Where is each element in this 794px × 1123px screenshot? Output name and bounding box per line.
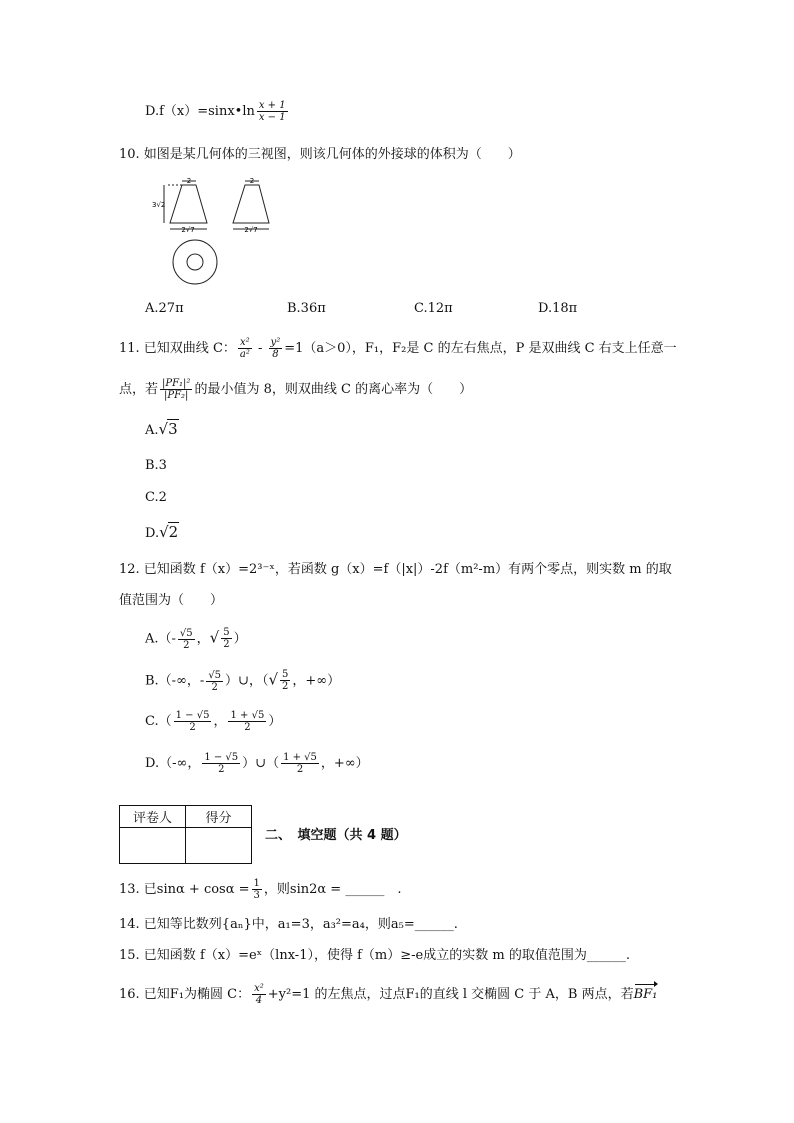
q12d-post: ，+∞） [320, 756, 369, 771]
q12d-d1: 2 [218, 764, 225, 775]
q12c-d1: 2 [189, 722, 196, 733]
q11-option-a-label: A. [145, 423, 159, 438]
q11-l2b: 的最小值为 8，则双曲线 C 的离心率为（ ） [194, 382, 473, 397]
q10-option-c: C.12π [414, 301, 453, 316]
q12a-d1: 2 [183, 639, 190, 651]
q13-frac [252, 878, 262, 901]
q11-frac3 [160, 378, 192, 401]
q11-l1b: =1（a＞0），F₁，F₂是 C 的左右焦点，P 是双曲线 C 右支上任意一 [284, 341, 677, 356]
q11-option-b: B.3 [145, 458, 167, 473]
q12d-frac1 [202, 752, 240, 775]
q12c-n2: 1 + √5 [230, 710, 265, 721]
q12c-d2: 2 [244, 722, 251, 733]
q11-frac2 [269, 337, 283, 360]
q11-option-d-rad: 2 [168, 523, 179, 541]
q12b-n1: √5 [208, 669, 222, 681]
q11-line2 [119, 378, 472, 401]
score-table-cell1[interactable] [120, 828, 186, 864]
q11-frac1 [238, 337, 252, 360]
q12b-pre: B.（-∞，- [145, 673, 205, 689]
q11-f2-num: y² [270, 337, 281, 348]
q16 [119, 983, 657, 1006]
q12b-frac1 [206, 670, 223, 693]
q10-stem: 10. 如图是某几何体的三视图，则该几何体的外接球的体积为（ ） [119, 147, 521, 162]
q12c-mid: ， [213, 714, 227, 729]
q16-vector: BF₁ [633, 987, 658, 1002]
section-2-heading: 二、 填空题（共 4 题） [265, 828, 407, 843]
q12d-pre: D.（-∞， [145, 756, 201, 771]
q11-f3-num: |PF₁|² [162, 378, 191, 389]
q10-option-b: B.36π [287, 301, 326, 316]
q12a-mid: ， [196, 631, 210, 647]
q16-frac [252, 983, 266, 1006]
q11-l1a: 11. 已知双曲线 C： [119, 341, 236, 356]
q9d-prefix: D.f（x）=sinx•ln [145, 104, 255, 119]
q12c-pre: C.（ [145, 714, 172, 729]
q11-option-a-rad: 3 [168, 420, 178, 438]
q13 [119, 878, 401, 901]
q12b-sqrt: √ $\frac{5}{2}$ [268, 669, 289, 692]
side-bottom-label: 2√7 [244, 226, 258, 234]
q11-line1 [119, 337, 677, 360]
q12b-frac2 [280, 669, 290, 692]
side-top-label: 2 [249, 177, 255, 185]
q12b-post: ，+∞） [292, 673, 341, 689]
side-view [233, 181, 269, 229]
front-view [164, 181, 207, 229]
q12d-frac2 [281, 752, 319, 775]
q12c-post: ） [268, 714, 282, 729]
q12a-n1: √5 [179, 627, 193, 639]
q11-option-a [145, 420, 179, 440]
q15: 15. 已知函数 f（x）=eˣ（lnx-1），使得 f（m）≥-e成立的实数 m 的取值范围为______. [119, 948, 630, 963]
q12-option-d [145, 752, 369, 775]
q12-option-c [145, 710, 281, 733]
q11-option-d-sqrt: √2 [159, 523, 179, 541]
q13-den: 3 [253, 890, 260, 901]
score-table-col1: 评卷人 [120, 806, 186, 828]
q9-option-d [145, 100, 290, 123]
q12b-d2: 2 [282, 681, 289, 692]
q12c-frac1 [174, 710, 212, 733]
q12d-d2: 2 [296, 764, 304, 775]
q11-option-c: C.2 [145, 490, 167, 505]
q16-post: +y²=1 的左焦点，过点F₁的直线 l 交椭圆 C 于 A，B 两点，若 [267, 987, 634, 1002]
q12a-frac1 [178, 628, 195, 651]
q16-num: x² [254, 983, 264, 994]
q9d-den: x − 1 [258, 112, 286, 123]
q12-line1: 12. 已知函数 f（x）=2³⁻ˣ，若函数 g（x）=f（|x|）-2f（m²-m）有两个零点，则实数 m 的取 [119, 562, 672, 577]
score-table [119, 805, 252, 864]
q12a-post: ） [233, 631, 247, 647]
q12d-n2: 1 + √5 [283, 752, 317, 763]
three-view-figure [150, 175, 290, 290]
q9d-num: x + 1 [258, 100, 286, 111]
q11-dash: - [253, 341, 267, 356]
q12d-n1: 1 − √5 [204, 752, 239, 763]
score-table-cell2[interactable] [186, 828, 252, 864]
q12a-n2: 5 [223, 627, 230, 638]
q12a-sqrt: √ $\frac{5}{2}$ [209, 627, 230, 650]
q12a-frac2 [221, 627, 231, 650]
q12d-mid: ）∪（ [242, 756, 280, 771]
q11-option-d [145, 523, 179, 543]
q12-option-a [145, 627, 247, 651]
q11-f1-num: x² [238, 337, 252, 349]
front-top-label: 2 [186, 177, 192, 185]
q11-f2-den: 8 [272, 349, 279, 360]
q16-den: 4 [255, 995, 263, 1006]
q9d-fraction [257, 100, 288, 123]
q12-line2: 值范围为（ ） [119, 593, 224, 608]
q10-option-d: D.18π [538, 301, 578, 316]
q11-option-d-label: D. [145, 526, 160, 541]
q12b-mid: ）∪，（ [225, 673, 269, 689]
q12b-n2: 5 [282, 669, 289, 680]
top-view [173, 240, 217, 284]
q11-f3-den: |PF₂| [164, 390, 189, 401]
q11-option-a-sqrt: √3 [158, 420, 178, 438]
q12b-d1: 2 [211, 681, 218, 693]
q13-pre: 13. 已sinα + cosα = [119, 882, 250, 897]
score-table-col2: 得分 [186, 806, 252, 828]
q10-option-a: A.27π [145, 301, 184, 316]
q13-post: ，则sin2α = ______ . [263, 882, 402, 897]
q12-option-b [145, 669, 340, 693]
q12c-frac2 [228, 710, 266, 733]
q12c-n1: 1 − √5 [175, 710, 210, 721]
q13-num: 1 [253, 878, 260, 889]
q11-l2a: 点，若 [119, 382, 159, 397]
q12a-d2: 2 [223, 639, 230, 650]
q16-pre: 16. 已知F₁为椭圆 C： [119, 987, 251, 1002]
q12a-pre: A.（- [145, 631, 176, 647]
q14: 14. 已知等比数列{aₙ}中，a₁=3，a₃²=a₄，则a₅=______. [119, 917, 458, 932]
front-side-label: 3√2 [152, 201, 166, 209]
q11-f1-den: a² [239, 349, 250, 360]
front-bottom-label: 2√7 [181, 226, 195, 234]
